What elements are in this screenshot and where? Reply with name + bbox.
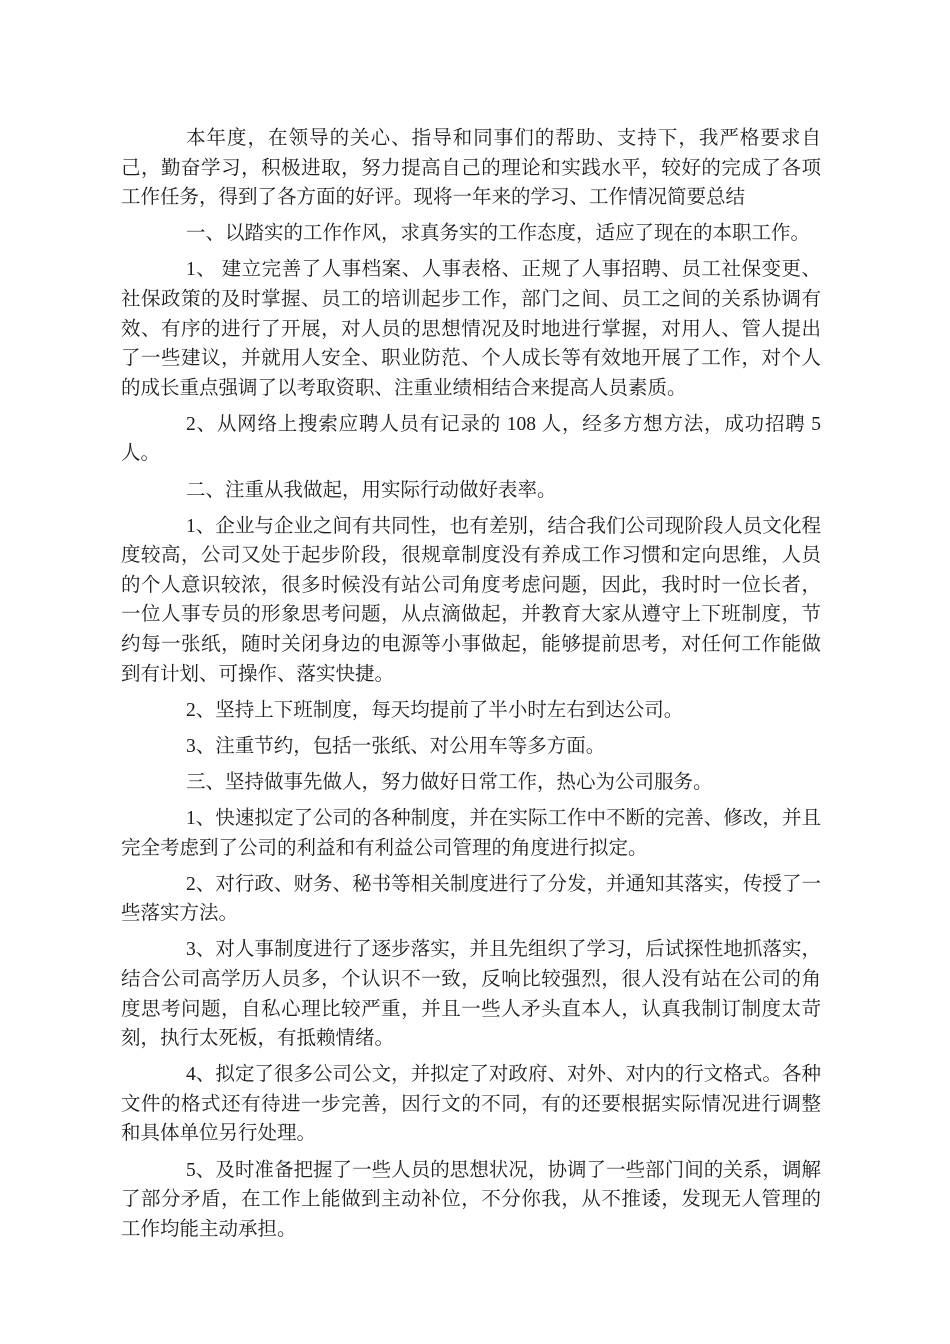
document-body	[121, 124, 821, 1244]
paragraph: 三、坚持做事先做人，努力做好日常工作，热心为公司服务。	[186, 771, 713, 793]
paragraph: 2、从网络上搜索应聘人员有记录的 108 人，经多方想方法，成功招聘 5 人。	[121, 413, 821, 465]
paragraph: 5、及时准备把握了一些人员的思想状况，协调了一些部门间的关系，调解了部分矛盾，在工作上能做到主动补位，不分你我，从不推诿，发现无人管理的工作均能主动承担。	[121, 1159, 821, 1240]
paragraph: 3、对人事制度进行了逐步落实，并且先组织了学习，后试探性地抓落实，结合公司高学历人员多，个认识不一致，反响比较强烈，很人没有站在公司的角度思考问题，自私心理比较严重，并且一些人矛头直本人，认真我制订制度太苛刻，执行太死板，有抵赖情绪。	[121, 939, 821, 1050]
paragraph: 1、企业与企业之间有共同性，也有差别，结合我们公司现阶段人员文化程度较高，公司又处于起步阶段，很规章制度没有养成工作习惯和定向思维，人员的个人意识较浓，很多时候没有站公司角度考虑问题，因此，我时时一位长者，一位人事专员的形象思考问题，从点滴做起，并教育大家从遵守上下班制度，节约每一张纸，随时关闭身边的电源等小事做起，能够提前思考，对任何工作能做到有计划、可操作、落实快捷。	[121, 515, 821, 685]
paragraph: 1、快速拟定了公司的各种制度，并在实际工作中不断的完善、修改，并且完全考虑到了公司的利益和有利益公司管理的角度进行拟定。	[121, 807, 821, 859]
paragraph: 本年度，在领导的关心、指导和同事们的帮助、支持下，我严格要求自己，勤奋学习，积极进取，努力提高自己的理论和实践水平，较好的完成了各项工作任务，得到了各方面的好评。现将一年来的学习、工作情况简要总结	[121, 128, 821, 209]
paragraph: 一、以踏实的工作作风，求真务实的工作态度，适应了现在的本职工作。	[186, 223, 811, 245]
paragraph: 2、对行政、财务、秘书等相关制度进行了分发，并通知其落实，传授了一些落实方法。	[121, 873, 821, 925]
paragraph: 1、 建立完善了人事档案、人事表格、正规了人事招聘、员工社保变更、社保政策的及时掌握、员工的培训起步工作，部门之间、员工之间的关系协调有效、有序的进行了开展，对人员的思想情况及时地进行掌握，对用人、管人提出了一些建议，并就用人安全、职业防范、个人成长等有效地开展了工作，对个人的成长重点强调了以考取资职、注重业绩相结合来提高人员素质。	[121, 259, 821, 399]
paragraph: 4、拟定了很多公司公文，并拟定了对政府、对外、对内的行文格式。各种文件的格式还有待进一步完善，因行文的不同，有的还要根据实际情况进行调整和具体单位另行处理。	[121, 1064, 821, 1145]
paragraph: 2、坚持上下班制度，每天均提前了半小时左右到达公司。	[186, 699, 684, 721]
paragraph: 二、注重从我做起，用实际行动做好表率。	[186, 479, 557, 501]
paragraph: 3、注重节约，包括一张纸、对公用车等多方面。	[186, 735, 606, 757]
